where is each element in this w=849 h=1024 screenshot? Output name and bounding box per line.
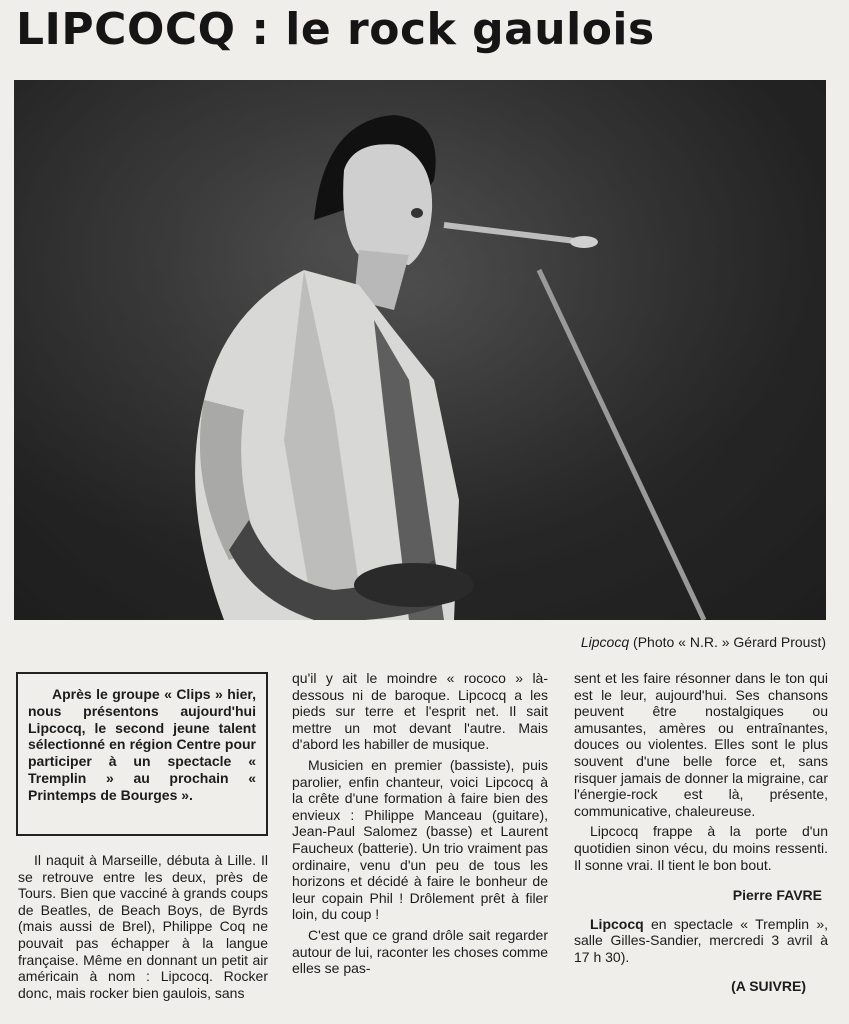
column-3 bbox=[574, 670, 828, 994]
show-info bbox=[574, 916, 828, 966]
column-2 bbox=[292, 670, 548, 977]
photo-caption bbox=[480, 634, 826, 650]
show-details: en spectacle « Tremplin », salle Gilles-Sandier, mercredi 3 avril à 17 h 30). bbox=[574, 915, 828, 965]
paragraph: Lipcocq frappe à la porte d'un quotidien sinon vécu, du moins ressenti. Il sonne vrai. Il tient le bon bout. bbox=[574, 823, 828, 873]
headline: LIPCOCQ : le rock gaulois bbox=[16, 4, 655, 55]
paragraph: qu'il y ait le moindre « rococo » là-dessous ni de baroque. Lipcocq a les pieds sur terre et l'esprit net. Il sait mettre un mot devant l'autre. Mais d'abord les habiller de musique. bbox=[292, 670, 548, 753]
caption-subject: Lipcocq bbox=[580, 634, 630, 650]
caption-credit: (Photo « N.R. » Gérard Proust) bbox=[629, 634, 826, 650]
paragraph: sent et les faire résonner dans le ton qui est le leur, aujourd'hui. Ses chansons peuvent être nostalgiques ou amusantes, amères ou entraînantes, douces ou violentes. Elles sont le plus souvent d'une belle force et, sans risquer jamais de donner la migraine, car l'énergie-rock est là, présente, communicative, chaleureuse. bbox=[574, 670, 828, 819]
singer-photo-illustration bbox=[14, 80, 826, 620]
intro-box bbox=[16, 672, 268, 836]
to-be-continued: (A SUIVRE) bbox=[731, 977, 806, 994]
bleed-through-right bbox=[828, 80, 849, 1020]
show-name: Lipcocq bbox=[590, 915, 644, 932]
intro-text: Après le groupe « Clips » hier, nous présentons aujourd'hui Lipcocq, le second jeune talent sélectionné en région Centre pour participer à un spectacle « Tremplin » au prochain « Printemps de Bourges ». bbox=[28, 686, 256, 803]
bleed-through-left bbox=[0, 40, 14, 1020]
paragraph: Musicien en premier (bassiste), puis parolier, enfin chanteur, voici Lipcocq à la crête d'une formation à faire bien des envieux : Philippe Manceau (guitare), Jean-Paul Salomez (basse) et Laurent Faucheux (batterie). Un trio vraiment pas ordinaire, venu d'un peu de tous les horizons et décidé à faire le bonheur de leur copain Phil ! Drôlement prêt à filer loin, du coup ! bbox=[292, 756, 548, 923]
paragraph: Il naquit à Marseille, débuta à Lille. Il se retrouve entre les deux, près de Tours. Bien que vacciné à grands coups de Beatles, de Beach Boys, de Byrds (mais aussi de Brel), Philippe Coq ne pouvait pas échapper à la langue française. Même en donnant un petit air américain à nom : Lipcocq. Rocker donc, mais rocker bien gaulois, sans bbox=[18, 852, 268, 1001]
column-1 bbox=[18, 852, 268, 1001]
concert-photo bbox=[14, 80, 826, 620]
paragraph: C'est que ce grand drôle sait regarder autour de lui, raconter les choses comme elles se pas- bbox=[292, 926, 549, 977]
byline: Pierre FAVRE bbox=[732, 887, 822, 904]
